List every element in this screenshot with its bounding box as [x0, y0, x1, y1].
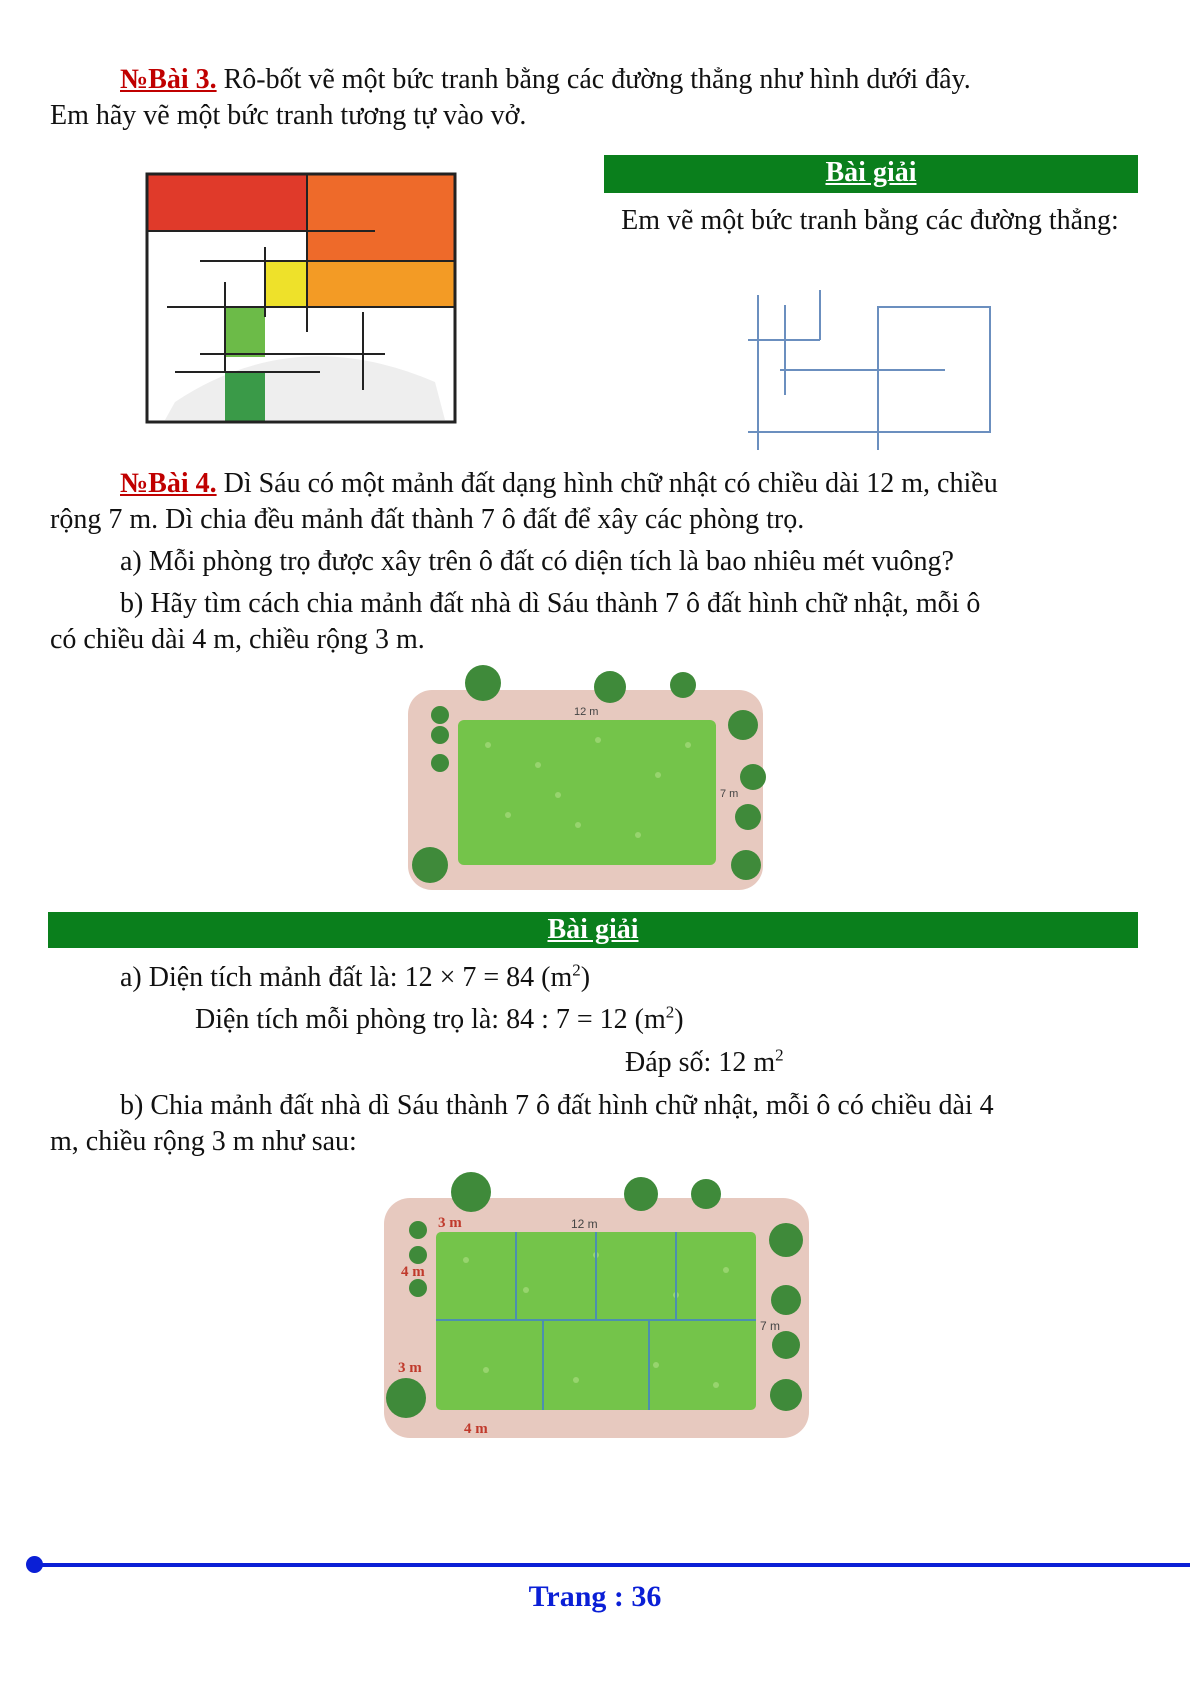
bai3-prompt — [50, 62, 1140, 134]
bai4-label: №Bài 4. — [120, 468, 217, 499]
label-4m-left: 4 m — [401, 1264, 425, 1280]
bai4-answer-b-1: b) Chia mảnh đất nhà dì Sáu thành 7 ô đất hình chữ nhật, mỗi ô có chiều dài 4 — [120, 1090, 994, 1121]
bai4-answer-a-2: Diện tích mỗi phòng trọ là: 84 : 7 = 12 $(m^2)$ — [195, 1002, 684, 1035]
label-3m-left: 3 m — [398, 1360, 422, 1376]
land-length-label: 12 m — [574, 706, 599, 718]
land-plot-figure — [398, 665, 770, 897]
footer-dot — [26, 1556, 43, 1573]
divided-land-figure — [376, 1170, 816, 1445]
bai3-text-1: Rô-bốt vẽ một bức tranh bằng các đường thẳng như hình dưới đây. — [216, 64, 971, 95]
bai4-text-1: Dì Sáu có một mảnh đất dạng hình chữ nhật có chiều dài 12 m, chiều — [216, 468, 998, 499]
bai3-text-2: Em hãy vẽ một bức tranh tương tự vào vở. — [50, 100, 527, 131]
bai4-text-2: rộng 7 m. Dì chia đều mảnh đất thành 7 ô đất để xây các phòng trọ. — [50, 504, 805, 535]
label-3m-top: 3 m — [438, 1215, 462, 1231]
divided-width-label: 7 m — [760, 1319, 781, 1333]
land-width-label: 7 m — [720, 788, 739, 800]
footer-rule — [34, 1563, 1190, 1567]
bai4-answer-b — [50, 1088, 1140, 1160]
bai4-final-answer: Đáp số: 12 $m^2$ — [625, 1045, 784, 1078]
page-number: Trang : 36 — [528, 1580, 662, 1613]
bai3-solution-header: Bài giải — [604, 155, 1138, 193]
student-drawing-figure — [740, 285, 1000, 455]
bai4-question-b-1: b) Hãy tìm cách chia mảnh đất nhà dì Sáu thành 7 ô đất hình chữ nhật, mỗi ô — [120, 588, 981, 619]
label-4m-bottom: 4 m — [464, 1421, 488, 1437]
bai4-answer-b-2: m, chiều rộng 3 m như sau: — [50, 1126, 357, 1157]
bai4-question-a: a) Mỗi phòng trọ được xây trên ô đất có diện tích là bao nhiêu mét vuông? — [120, 546, 954, 577]
bai4-answer-a-1: a) Diện tích mảnh đất là: 12 × 7 = 84 $(m^2)$ — [120, 960, 591, 993]
robot-painting-figure — [145, 172, 457, 424]
bai4-prompt — [50, 466, 1140, 658]
bai4-question-b-2: có chiều dài 4 m, chiều rộng 3 m. — [50, 624, 425, 655]
bai3-solution-text: Em vẽ một bức tranh bằng các đường thẳng: — [621, 205, 1119, 236]
divided-length-label: 12 m — [571, 1217, 598, 1231]
bai4-solution-header: Bài giải — [48, 912, 1138, 948]
bai3-label: №Bài 3. — [120, 64, 217, 95]
